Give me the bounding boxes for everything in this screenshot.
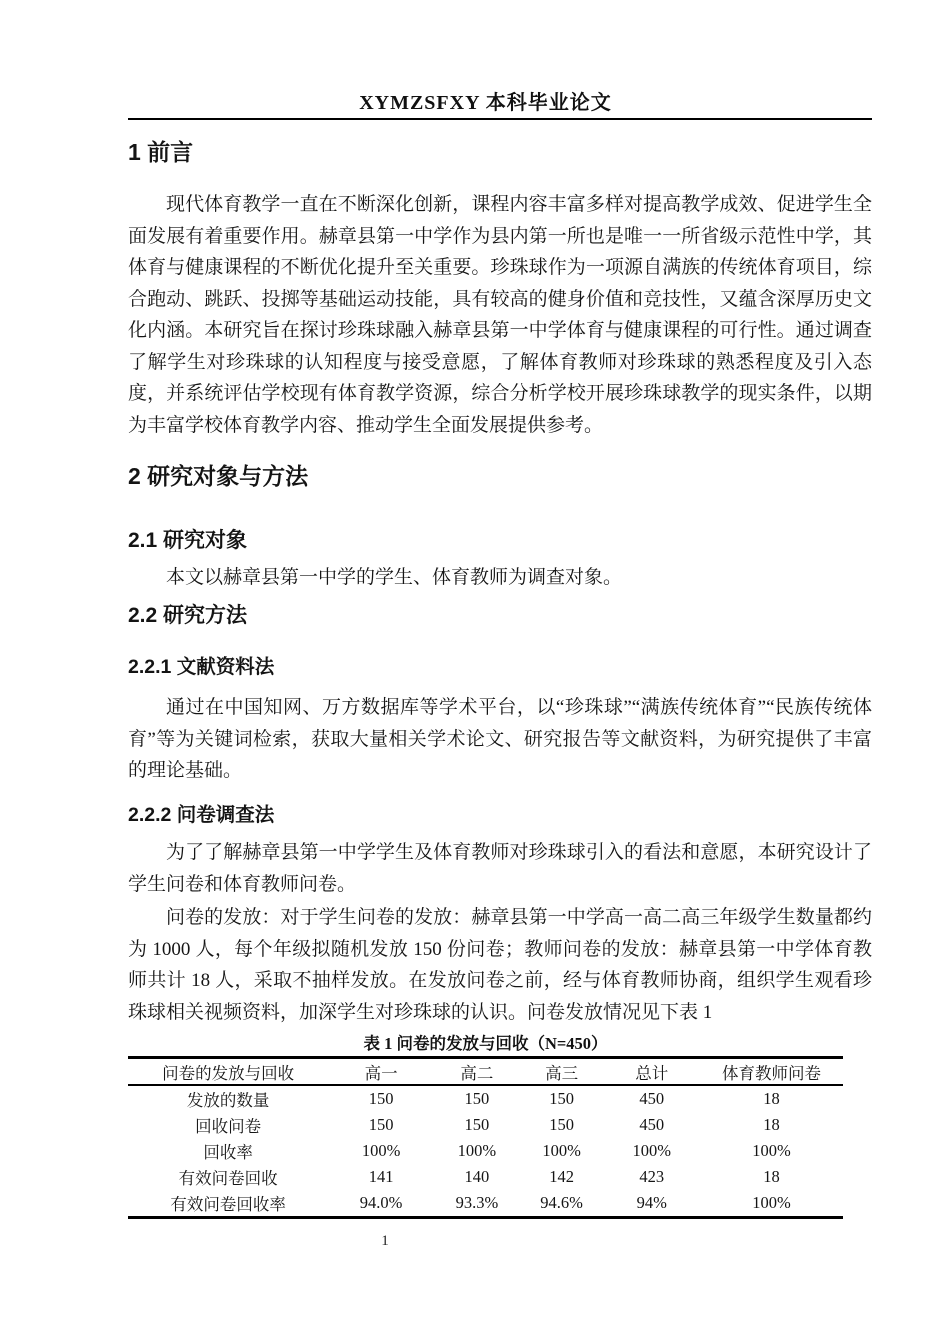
table-cell: 18 xyxy=(763,1115,780,1134)
table-cell: 94.0% xyxy=(359,1193,403,1212)
table-cell: 450 xyxy=(639,1115,665,1134)
table-cell: 94.6% xyxy=(540,1193,583,1212)
table-cell: 100% xyxy=(752,1141,791,1160)
table-cell: 423 xyxy=(639,1167,665,1186)
table-cell: 150 xyxy=(549,1115,574,1134)
table-cell: 150 xyxy=(368,1115,394,1134)
table-cell: 142 xyxy=(549,1167,574,1186)
table-row xyxy=(128,1164,843,1190)
table-cell: 150 xyxy=(368,1089,394,1108)
heading-preface: 1 前言 xyxy=(128,139,194,165)
row-label: 有效问卷回收率 xyxy=(170,1195,286,1214)
heading-literature-method: 2.2.1 文献资料法 xyxy=(128,656,275,678)
table-cell: 150 xyxy=(549,1089,574,1108)
page-number: 1 xyxy=(381,1233,389,1249)
literature-method-paragraph: 通过在中国知网、万方数据库等学术平台，以“珍珠球”“满族传统体育”“民族传统体育”等为关键词检索，获取大量相关学术论文、研究报告等文献资料，为研究提供了丰富的理论基础。 xyxy=(128,697,872,781)
heading-research-method: 2.2 研究方法 xyxy=(128,604,248,627)
row-label: 发放的数量 xyxy=(186,1091,270,1110)
table-cell: 150 xyxy=(464,1115,490,1134)
column-header: 体育教师问卷 xyxy=(721,1063,821,1083)
header-rule xyxy=(128,118,872,120)
table-cell: 94% xyxy=(636,1193,667,1212)
table-cell: 18 xyxy=(763,1167,780,1186)
table-header-row xyxy=(128,1058,843,1086)
table-cell: 141 xyxy=(368,1167,394,1186)
table-cell: 100% xyxy=(457,1141,497,1160)
heading-research-subjects: 2.1 研究对象 xyxy=(128,529,248,552)
running-header-title: XYMZSFXY 本科毕业论文 xyxy=(359,92,612,114)
heading-questionnaire-method: 2.2.2 问卷调查法 xyxy=(128,804,275,826)
table-cell: 100% xyxy=(542,1141,581,1160)
table-cell: 18 xyxy=(763,1089,780,1108)
questionnaire-paragraph-2: 问卷的发放：对于学生问卷的发放：赫章县第一中学高一高二高三年级学生数量都约为 1000 人，每个年级拟随机发放 150 份问卷；教师问卷的发放：赫章县第一中学体育教师共计 18 人，采取不抽样发放。在发放问卷之前，经与体育教师协商，组织学生观看珍珠球相关视频资料，加深学生对珍珠球的认识。问卷发放情况见下表 1 xyxy=(128,907,872,1023)
table1-questionnaire-distribution xyxy=(128,1056,843,1219)
questionnaire-paragraph-1: 为了了解赫章县第一中学学生及体育教师对珍珠球引入的看法和意愿，本研究设计了学生问卷和体育教师问卷。 xyxy=(128,842,872,895)
row-label: 有效问卷回收 xyxy=(178,1169,278,1188)
table-row xyxy=(128,1112,843,1138)
table-row xyxy=(128,1085,843,1112)
table-row xyxy=(128,1138,843,1164)
research-subjects-paragraph: 本文以赫章县第一中学的学生、体育教师为调查对象。 xyxy=(166,567,623,588)
table-cell: 140 xyxy=(464,1167,490,1186)
row-label: 回收问卷 xyxy=(195,1117,262,1136)
table-cell: 100% xyxy=(632,1141,671,1160)
table-cell: 100% xyxy=(361,1141,401,1160)
table-cell: 93.3% xyxy=(455,1193,499,1212)
column-header: 高三 xyxy=(545,1063,579,1083)
heading-research-methods: 2 研究对象与方法 xyxy=(128,463,309,489)
column-header: 总计 xyxy=(635,1063,669,1083)
table-row xyxy=(128,1190,843,1218)
table-cell: 150 xyxy=(464,1089,490,1108)
table-cell: 450 xyxy=(639,1089,665,1108)
column-header: 高二 xyxy=(460,1063,494,1083)
table-cell: 100% xyxy=(752,1193,791,1212)
column-header: 问卷的发放与回收 xyxy=(162,1063,295,1083)
column-header: 高一 xyxy=(364,1063,398,1083)
preface-paragraph: 现代体育教学一直在不断深化创新，课程内容丰富多样对提高教学成效、促进学生全面发展有着重要作用。赫章县第一中学作为县内第一所也是唯一一所省级示范性中学，其体育与健康课程的不断优化提升至关重要。珍珠球作为一项源自满族的传统体育项目，综合跑动、跳跃、投掷等基础运动技能，具有较高的健身价值和竞技性，又蕴含深厚历史文化内涵。本研究旨在探讨珍珠球融入赫章县第一中学体育与健康课程的可行性。通过调查了解学生对珍珠球的认知程度与接受意愿，了解体育教师对珍珠球的熟悉程度及引入态度，并系统评估学校现有体育教学资源，综合分析学校开展珍珠球教学的现实条件，以期为丰富学校体育教学内容、推动学生全面发展提供参考。 xyxy=(128,194,872,436)
row-label: 回收率 xyxy=(203,1143,253,1162)
table1-caption: 表 1 问卷的发放与回收（N=450） xyxy=(363,1034,608,1053)
